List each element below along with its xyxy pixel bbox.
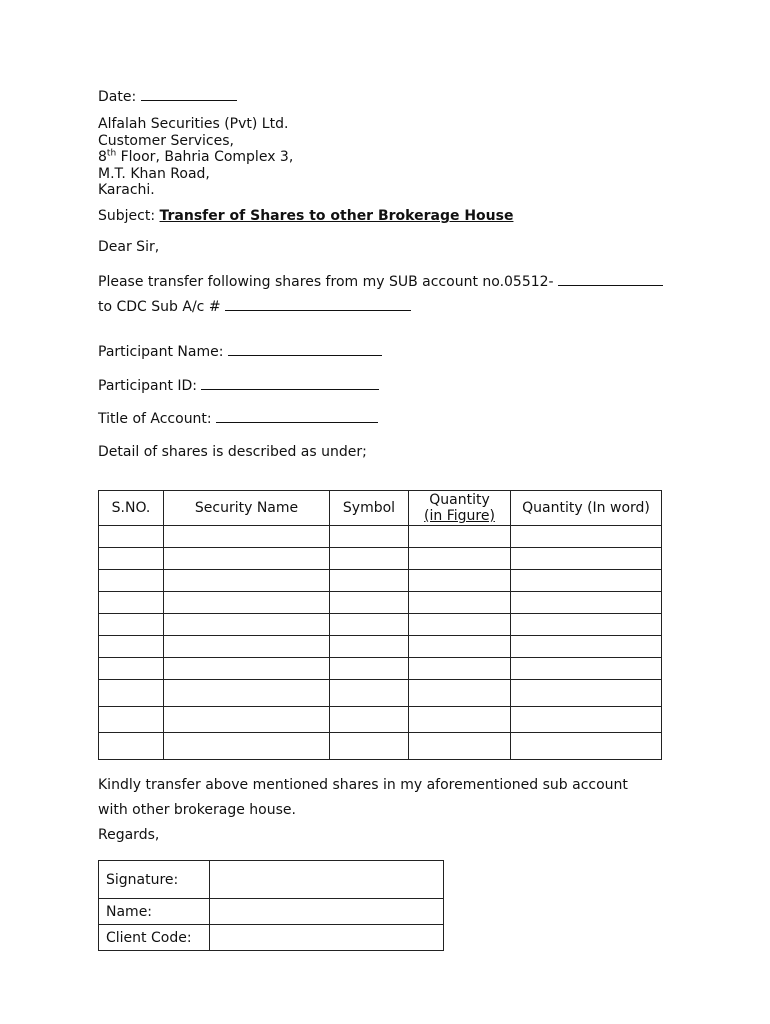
cell[interactable] — [330, 614, 409, 636]
cell[interactable] — [330, 526, 409, 548]
date-line — [98, 88, 237, 105]
cell[interactable] — [164, 707, 330, 733]
cell[interactable] — [99, 614, 164, 636]
address-line: M.T. Khan Road, — [98, 165, 210, 182]
header-quantity-figure — [409, 491, 511, 526]
table-row — [99, 548, 662, 570]
transfer-line — [98, 273, 663, 290]
cell[interactable] — [511, 707, 662, 733]
header-symbol: Symbol — [330, 491, 409, 526]
cell[interactable] — [330, 570, 409, 592]
participant-name-field[interactable] — [228, 343, 382, 356]
cell[interactable] — [99, 592, 164, 614]
cell[interactable] — [409, 592, 511, 614]
client-code-row — [99, 925, 444, 951]
cell[interactable] — [409, 614, 511, 636]
participant-id-label: Participant ID: — [98, 378, 198, 394]
table-header-row — [99, 491, 662, 526]
floor-number: 8 — [98, 149, 107, 165]
table-row — [99, 570, 662, 592]
cell[interactable] — [409, 733, 511, 760]
cell[interactable] — [511, 526, 662, 548]
cell[interactable] — [164, 614, 330, 636]
signature-label: Signature: — [99, 861, 210, 899]
closing-line-1: Kindly transfer above mentioned shares in my aforementioned sub account — [98, 777, 628, 793]
client-code-label: Client Code: — [99, 925, 210, 951]
shares-table — [98, 490, 662, 760]
date-label: Date: — [98, 89, 137, 105]
address-line: Alfalah Securities (Pvt) Ltd. — [98, 116, 289, 132]
date-field[interactable] — [141, 88, 237, 101]
cell[interactable] — [330, 680, 409, 707]
cell[interactable] — [511, 733, 662, 760]
cell[interactable] — [164, 570, 330, 592]
regards: Regards, — [98, 827, 160, 843]
cell[interactable] — [330, 548, 409, 570]
table-row — [99, 680, 662, 707]
address-line: Karachi. — [98, 182, 155, 198]
cell[interactable] — [164, 733, 330, 760]
cell[interactable] — [164, 658, 330, 680]
cell[interactable] — [164, 636, 330, 658]
sub-account-field[interactable] — [558, 273, 663, 286]
signature-table — [98, 860, 444, 951]
subject-label: Subject: — [98, 208, 156, 224]
closing-line-2: with other brokerage house. — [98, 802, 296, 818]
participant-name-line — [98, 343, 382, 360]
table-row — [99, 526, 662, 548]
participant-id-field[interactable] — [201, 377, 379, 390]
participant-name-label: Participant Name: — [98, 344, 224, 360]
cell[interactable] — [409, 526, 511, 548]
cell[interactable] — [99, 733, 164, 760]
name-row — [99, 899, 444, 925]
cell[interactable] — [330, 658, 409, 680]
name-label: Name: — [99, 899, 210, 925]
cell[interactable] — [511, 592, 662, 614]
cell[interactable] — [511, 548, 662, 570]
title-account-label: Title of Account: — [98, 411, 212, 427]
table-row — [99, 658, 662, 680]
cell[interactable] — [99, 636, 164, 658]
cell[interactable] — [330, 636, 409, 658]
cell[interactable] — [164, 548, 330, 570]
table-row — [99, 636, 662, 658]
cell[interactable] — [99, 707, 164, 733]
subject-text: Transfer of Shares to other Brokerage House — [159, 208, 514, 224]
cell[interactable] — [164, 592, 330, 614]
cdc-line — [98, 298, 411, 315]
floor-suffix: th — [106, 148, 117, 159]
detail-text: Detail of shares is described as under; — [98, 444, 367, 460]
floor-text: Floor, Bahria Complex 3, — [120, 149, 294, 165]
cell[interactable] — [409, 636, 511, 658]
cell[interactable] — [511, 680, 662, 707]
cell[interactable] — [409, 707, 511, 733]
header-sno: S.NO. — [99, 491, 164, 526]
signature-field[interactable] — [210, 861, 444, 899]
cell[interactable] — [99, 570, 164, 592]
cell[interactable] — [99, 680, 164, 707]
cell[interactable] — [164, 526, 330, 548]
cell[interactable] — [409, 548, 511, 570]
address-line — [98, 149, 293, 166]
name-field[interactable] — [210, 899, 444, 925]
recipient-address — [98, 116, 293, 199]
cell[interactable] — [330, 707, 409, 733]
cell[interactable] — [99, 658, 164, 680]
cell[interactable] — [409, 570, 511, 592]
header-quantity-word: Quantity (In word) — [511, 491, 662, 526]
cell[interactable] — [330, 592, 409, 614]
table-row — [99, 707, 662, 733]
table-row — [99, 614, 662, 636]
cell[interactable] — [99, 526, 164, 548]
cdc-account-field[interactable] — [225, 298, 411, 311]
subject-line — [98, 208, 513, 224]
table-row — [99, 592, 662, 614]
participant-id-line — [98, 377, 379, 394]
cell[interactable] — [511, 614, 662, 636]
client-code-field[interactable] — [210, 925, 444, 951]
table-row — [99, 733, 662, 760]
cell[interactable] — [409, 680, 511, 707]
title-account-field[interactable] — [216, 410, 378, 423]
header-quantity-label: Quantity — [429, 492, 490, 508]
header-security-name: Security Name — [164, 491, 330, 526]
cell[interactable] — [99, 548, 164, 570]
cell[interactable] — [511, 658, 662, 680]
cell[interactable] — [330, 733, 409, 760]
transfer-text: Please transfer following shares from my SUB account no.05512- — [98, 274, 554, 290]
salutation: Dear Sir, — [98, 239, 160, 255]
address-line: Customer Services, — [98, 132, 234, 149]
cell[interactable] — [511, 636, 662, 658]
header-in-figure-label: (in Figure) — [424, 508, 495, 524]
signature-row — [99, 861, 444, 899]
cell[interactable] — [511, 570, 662, 592]
cdc-label: to CDC Sub A/c # — [98, 299, 221, 315]
cell[interactable] — [409, 658, 511, 680]
title-account-line — [98, 410, 378, 427]
cell[interactable] — [164, 680, 330, 707]
